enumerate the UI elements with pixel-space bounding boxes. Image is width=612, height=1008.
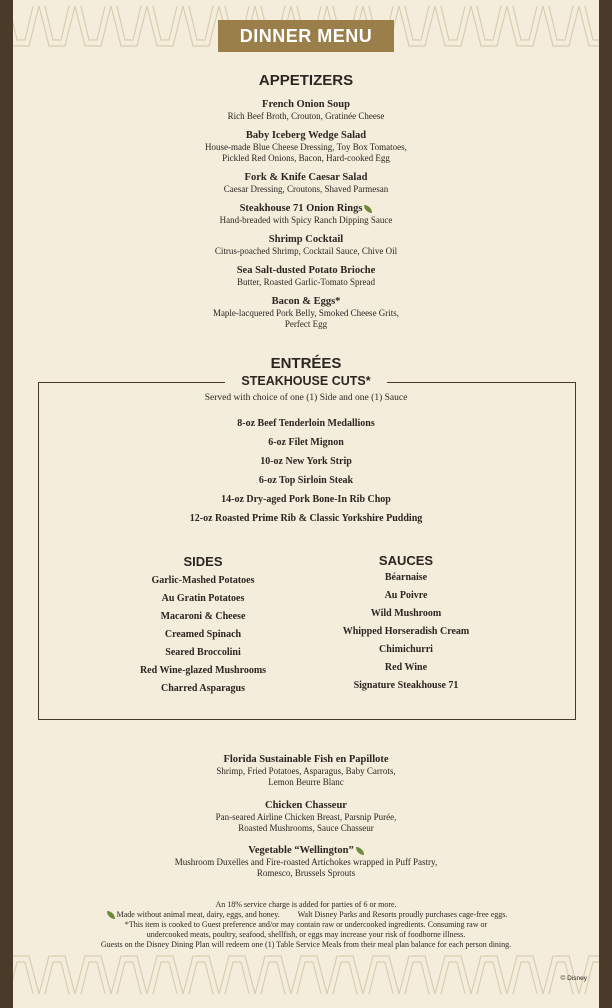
- plant-based-note: Made without animal meat, dairy, eggs, and honey.: [116, 910, 280, 919]
- sides-heading: SIDES: [183, 554, 223, 569]
- band-pattern-segment: [297, 962, 321, 994]
- plant-based-leaf-icon: [107, 911, 115, 919]
- band-pattern-segment: [81, 6, 105, 40]
- item-desc: Mushroom Duxelles and Fire-roasted Artichokes wrapped in Puff Pastry,: [174, 857, 438, 867]
- band-pattern-segment: [225, 962, 249, 994]
- item-name: Steakhouse 71 Onion Rings: [239, 203, 363, 214]
- item-desc: Roasted Mushrooms, Sauce Chasseur: [238, 822, 374, 833]
- dining-plan-note: Guests on the Disney Dining Plan will redeem one (1) Table Service Meals from their meal plan balance for each person dining.: [100, 940, 512, 949]
- steak-cut: 6-oz Filet Mignon: [268, 437, 344, 448]
- band-pattern-segment: [13, 6, 33, 40]
- plant-based-leaf-icon: [356, 847, 364, 855]
- band-pattern-segment: [441, 6, 465, 40]
- item-desc: Citrus-poached Shrimp, Cocktail Sauce, Chive Oil: [214, 246, 398, 256]
- item-desc: Hand-breaded with Spicy Ranch Dipping Sauce: [219, 215, 393, 225]
- band-pattern-segment: [13, 962, 33, 994]
- sauce-item: Signature Steakhouse 71: [353, 680, 459, 691]
- band-pattern-segment: [189, 6, 213, 40]
- band-pattern-segment: [81, 962, 105, 994]
- appetizer-item: [13, 234, 599, 257]
- band-pattern-segment: [405, 6, 429, 40]
- sauce-item: Chimichurri: [379, 644, 433, 655]
- sauce-item: Red Wine: [384, 662, 428, 673]
- item-desc: Romesco, Brussels Sprouts: [256, 867, 356, 878]
- steak-cut: 14-oz Dry-aged Pork Bone-In Rib Chop: [221, 494, 391, 505]
- side-item: Charred Asparagus: [161, 683, 245, 694]
- item-desc: Pan-seared Airline Chicken Breast, Parsnip Purée,: [215, 812, 397, 822]
- item-desc: Perfect Egg: [284, 318, 328, 329]
- band-pattern-segment: [189, 962, 213, 994]
- appetizer-item: [13, 130, 599, 163]
- band-pattern-segment: [585, 6, 599, 40]
- sauce-item: Wild Mushroom: [370, 608, 442, 619]
- raw-food-warning: *This item is cooked to Guest preference and/or may contain raw or undercooked ingredients. Consuming raw or: [124, 920, 488, 929]
- item-name: Sea Salt-dusted Potato Brioche: [236, 265, 376, 276]
- band-pattern-segment: [441, 962, 465, 994]
- steakhouse-cuts-heading: [13, 372, 599, 390]
- appetizer-item: [13, 99, 599, 122]
- sauces-heading: SAUCES: [378, 553, 434, 568]
- side-item: Garlic-Mashed Potatoes: [151, 575, 255, 586]
- side-item: Au Gratin Potatoes: [161, 593, 245, 604]
- item-desc: House-made Blue Cheese Dressing, Toy Box Tomatoes,: [205, 142, 407, 152]
- bottom-pattern: [13, 948, 599, 1002]
- item-name: Shrimp Cocktail: [268, 234, 344, 245]
- band-pattern-segment: [261, 962, 285, 994]
- appetizer-item: [13, 172, 599, 195]
- sauce-item: Béarnaise: [384, 572, 428, 583]
- raw-food-warning: undercooked meats, poultry, seafood, shellfish, or eggs may increase your risk of foodborne illness.: [146, 930, 466, 939]
- band-pattern-segment: [585, 962, 599, 994]
- cage-free-eggs-note: Walt Disney Parks and Resorts proudly purchases cage-free eggs.: [297, 910, 508, 919]
- band-pattern-segment: [333, 962, 357, 994]
- entree-item: [13, 754, 599, 787]
- cuts-subtitle: Served with choice of one (1) Side and one (1) Sauce: [204, 393, 408, 403]
- item-name: Florida Sustainable Fish en Papillote: [223, 754, 389, 765]
- band-pattern-segment: [369, 962, 393, 994]
- band-pattern-segment: [477, 962, 501, 994]
- sauce-item: Whipped Horseradish Cream: [342, 626, 470, 637]
- title-banner: [218, 20, 394, 52]
- entree-item: [13, 800, 599, 833]
- entree-item: [13, 845, 599, 878]
- appetizers-heading: APPETIZERS: [258, 72, 354, 89]
- item-name: French Onion Soup: [262, 99, 350, 110]
- item-desc: Rich Beef Broth, Crouton, Gratinée Cheese: [227, 111, 385, 121]
- sauce-item: Au Poivre: [384, 590, 428, 601]
- menu-page: [13, 0, 599, 1008]
- plant-based-leaf-icon: [364, 205, 372, 213]
- steak-cut: 6-oz Top Sirloin Steak: [258, 475, 354, 486]
- entrees-heading: ENTRÉES: [270, 355, 342, 372]
- item-desc: Pickled Red Onions, Bacon, Hard-cooked Egg: [222, 152, 390, 163]
- item-name: Fork & Knife Caesar Salad: [244, 172, 368, 183]
- copyright: © Disney: [560, 975, 587, 982]
- item-name: Baby Iceberg Wedge Salad: [245, 130, 367, 141]
- band-pattern-segment: [117, 6, 141, 40]
- band-pattern-segment: [45, 962, 69, 994]
- band-pattern-segment: [153, 6, 177, 40]
- item-name: Vegetable “Wellington”: [248, 845, 354, 856]
- band-pattern-segment: [549, 6, 573, 40]
- band-pattern-segment: [117, 962, 141, 994]
- appetizer-item: [13, 203, 599, 226]
- side-item: Seared Broccolini: [165, 647, 241, 658]
- steak-cut: 10-oz New York Strip: [260, 456, 352, 467]
- service-charge-note: An 18% service charge is added for parties of 6 or more.: [215, 900, 397, 909]
- cuts-heading-text: STEAKHOUSE CUTS*: [225, 374, 386, 388]
- menu-title: DINNER MENU: [239, 25, 373, 46]
- appetizer-item: [13, 296, 599, 329]
- item-name: Bacon & Eggs*: [271, 296, 341, 307]
- item-desc: Caesar Dressing, Croutons, Shaved Parmesan: [223, 184, 389, 194]
- footnote-line: [13, 910, 599, 920]
- band-pattern-segment: [477, 6, 501, 40]
- steak-cut: 12-oz Roasted Prime Rib & Classic Yorkshire Pudding: [189, 513, 423, 524]
- band-pattern-segment: [153, 962, 177, 994]
- band-pattern-segment: [45, 6, 69, 40]
- band-pattern-segment: [513, 6, 537, 40]
- band-pattern-segment: [513, 962, 537, 994]
- appetizer-item: [13, 265, 599, 288]
- steak-cut: 8-oz Beef Tenderloin Medallions: [237, 418, 375, 429]
- item-desc: Shrimp, Fried Potatoes, Asparagus, Baby Carrots,: [216, 766, 396, 776]
- item-desc: Maple-lacquered Pork Belly, Smoked Cheese Grits,: [212, 308, 400, 318]
- item-desc: Lemon Beurre Blanc: [268, 776, 344, 787]
- side-item: Macaroni & Cheese: [160, 611, 246, 622]
- side-item: Red Wine-glazed Mushrooms: [139, 665, 267, 676]
- band-pattern-segment: [405, 962, 429, 994]
- side-item: Creamed Spinach: [164, 629, 242, 640]
- item-desc: Butter, Roasted Garlic-Tomato Spread: [237, 277, 375, 287]
- bottom-decorative-band: [13, 948, 599, 1002]
- item-name: Chicken Chasseur: [265, 800, 347, 811]
